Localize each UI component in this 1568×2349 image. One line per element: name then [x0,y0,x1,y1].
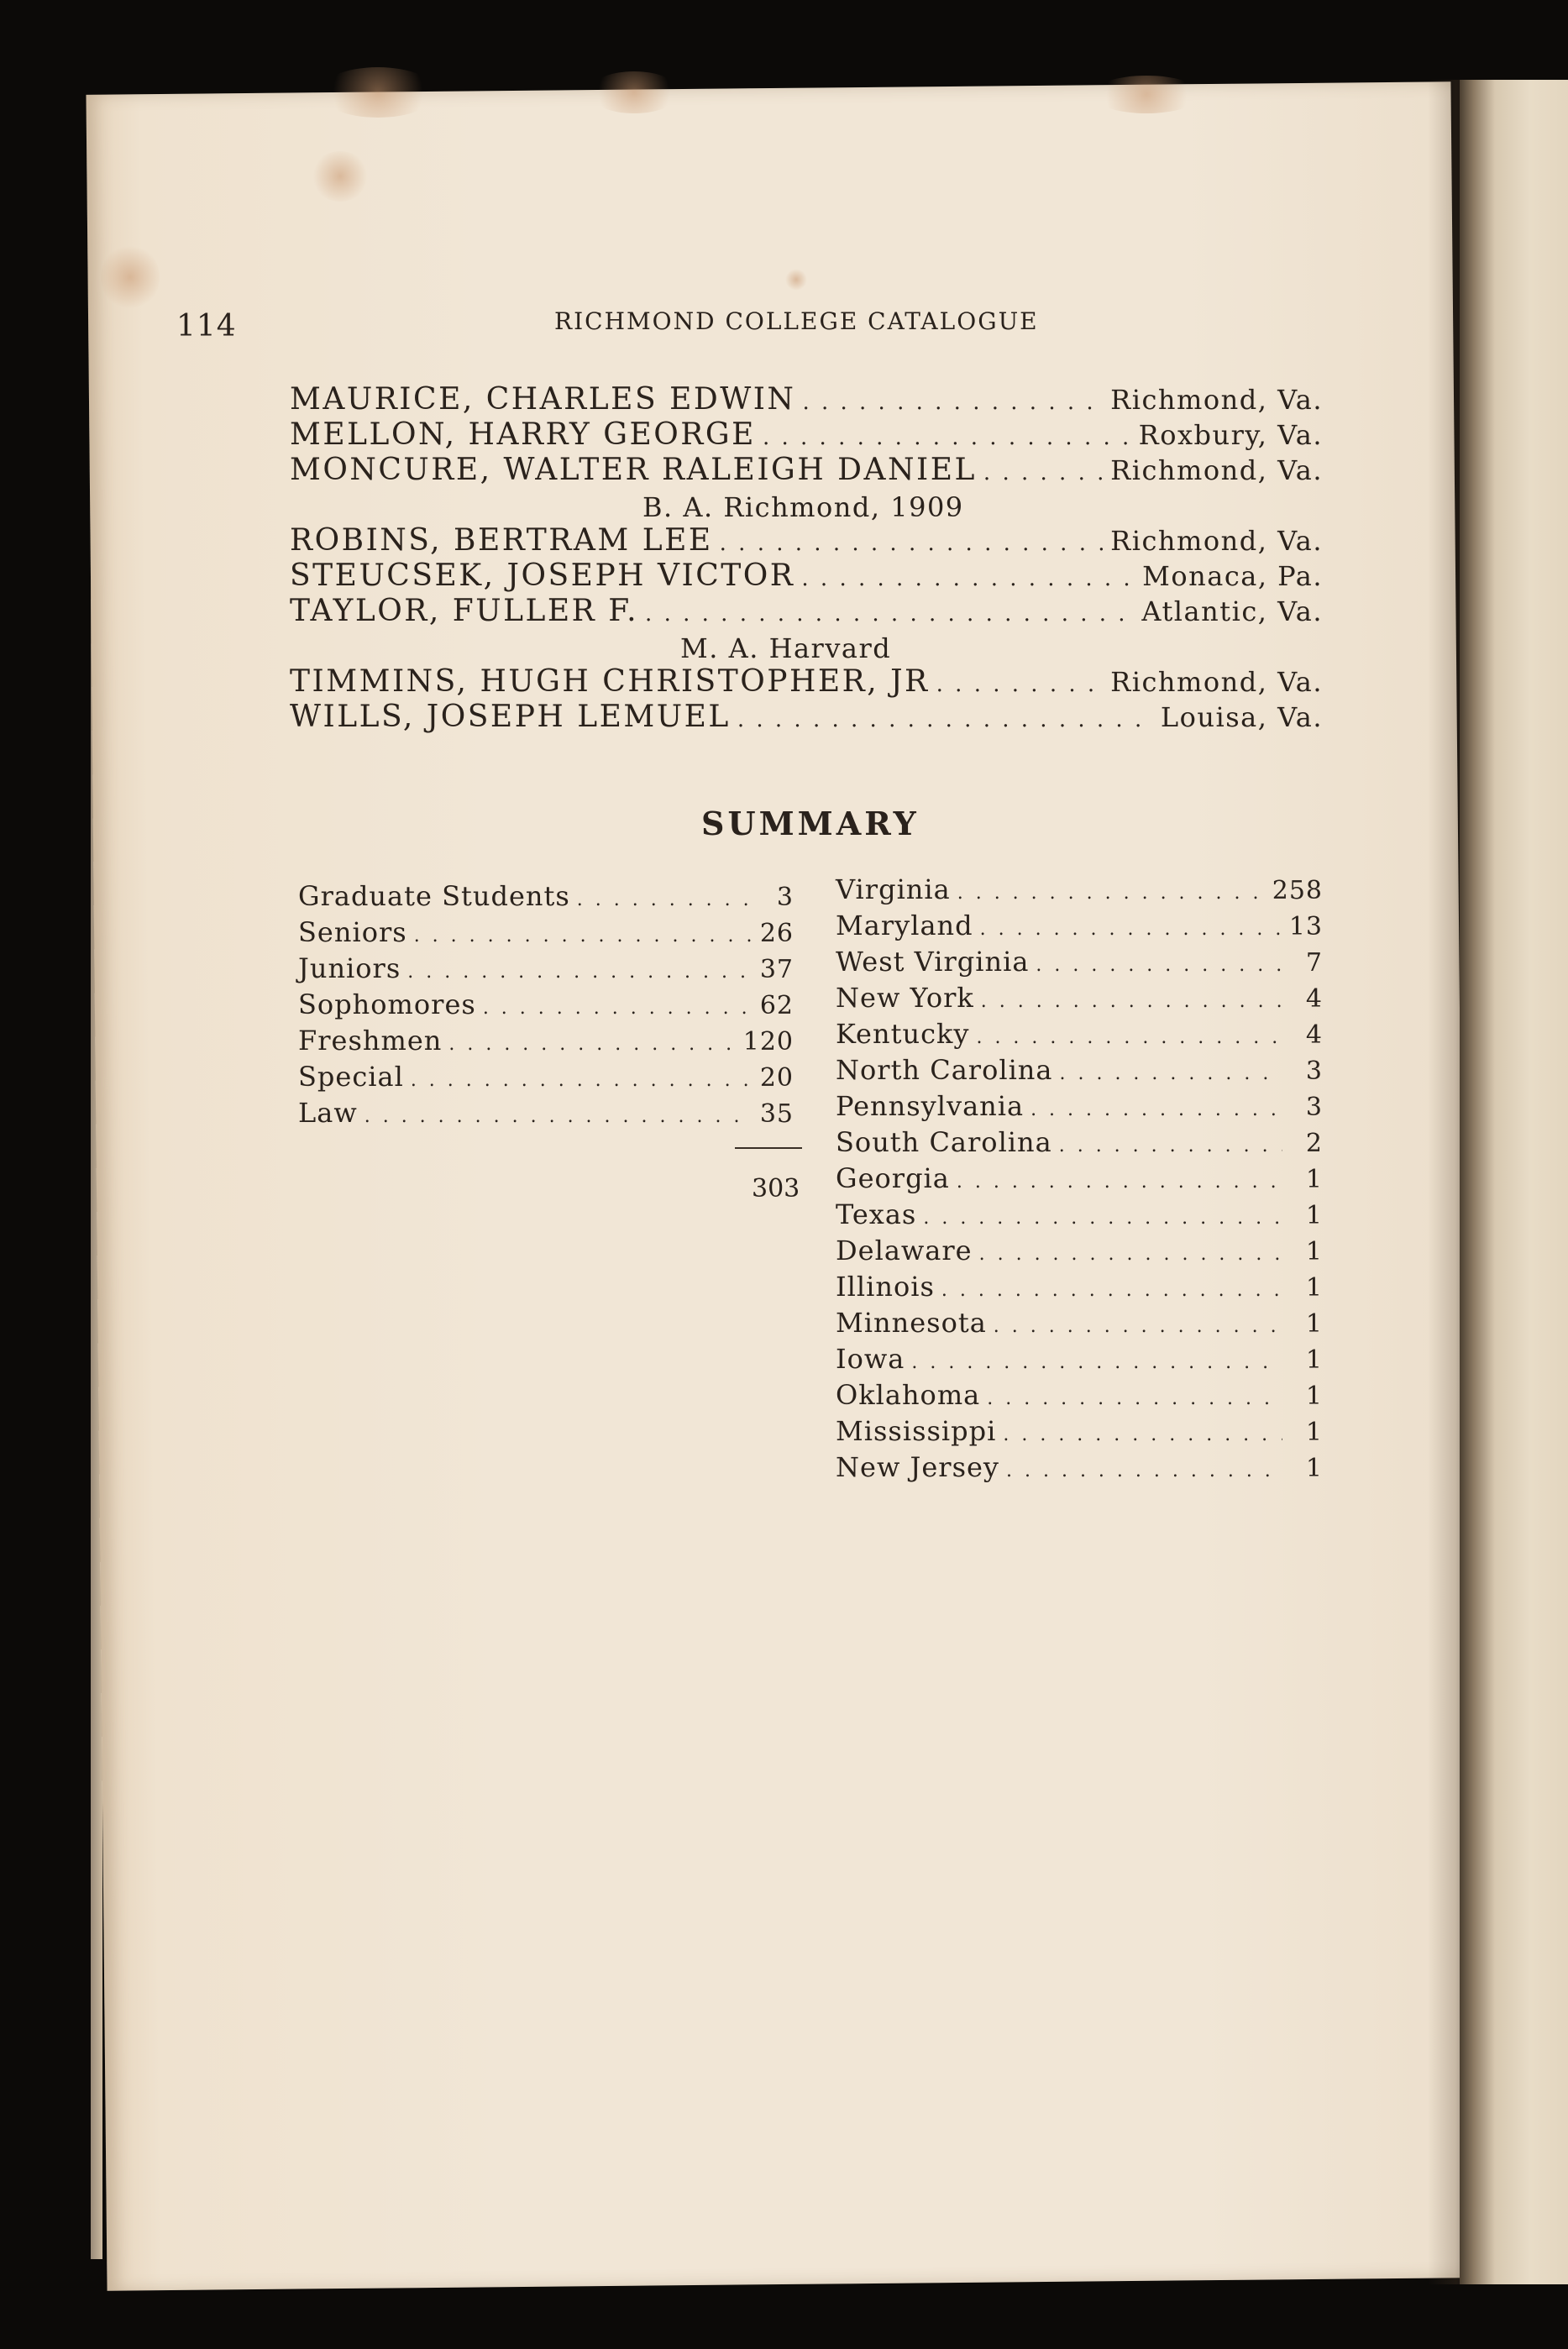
summary-heading: SUMMARY [701,805,920,842]
state-row-label: Kentucky [836,1018,970,1050]
class-row-label: Sophomores [298,988,476,1020]
state-row-count: 7 [1305,948,1323,978]
state-row-count: 1 [1305,1201,1323,1230]
roster-entry [290,453,1323,488]
dot-leader [737,707,1154,732]
dot-leader [448,1034,736,1055]
dot-leader [1030,1099,1282,1120]
adjacent-page-edge [1460,80,1568,2284]
dot-leader [1059,1135,1282,1156]
total-rule [735,1147,802,1149]
class-row [298,916,794,952]
state-row-count: 3 [1305,1057,1323,1086]
dot-leader [923,1208,1282,1229]
state-summary-table [836,873,1323,1487]
state-row-count: 1 [1305,1454,1323,1483]
class-summary-table [298,880,800,1203]
dot-leader [994,1316,1282,1337]
class-row-count: 37 [759,955,794,984]
state-row [836,1451,1323,1487]
class-row-label: Law [298,1097,358,1129]
state-row [836,873,1323,910]
student-name: TIMMINS, HUGH CHRISTOPHER, JR [290,664,930,699]
state-row [836,910,1323,946]
state-row [836,982,1323,1018]
state-row [836,1198,1323,1235]
roster-entry [290,523,1323,558]
dot-leader [983,460,1104,485]
dot-leader [645,601,1135,627]
state-row-label: Minnesota [836,1307,987,1339]
state-row [836,1343,1323,1379]
state-row-label: Virginia [836,873,951,905]
page-number: 114 [176,309,237,343]
class-row [298,880,794,916]
dot-leader [1059,1063,1282,1084]
roster-entry [290,417,1323,453]
state-row-label: South Carolina [836,1126,1052,1158]
state-row-count: 2 [1305,1129,1323,1158]
class-row [298,988,794,1025]
student-name: WILLS, JOSEPH LEMUEL [290,700,731,734]
dot-leader [976,1027,1282,1048]
class-row-count: 35 [759,1099,794,1129]
class-row-label: Seniors [298,916,407,948]
hometown: Richmond, Va. [1110,525,1323,557]
state-row [836,1054,1323,1090]
class-row-count: 120 [742,1027,794,1057]
state-row-label: New York [836,982,974,1014]
dot-leader [364,1106,753,1127]
dot-leader [911,1352,1282,1373]
state-row [836,1379,1323,1415]
state-row-label: New Jersey [836,1451,999,1483]
hometown: Richmond, Va. [1110,454,1323,486]
dot-leader [957,883,1266,904]
student-name: MONCURE, WALTER RALEIGH DANIEL [290,453,977,487]
class-row [298,952,794,988]
hometown: Roxbury, Va. [1138,419,1323,451]
state-row-label: North Carolina [836,1054,1053,1086]
state-row-count: 1 [1305,1382,1323,1411]
class-row-count: 26 [759,919,794,948]
state-row-count: 1 [1305,1273,1323,1303]
student-roster [290,382,1323,735]
dot-leader [979,1244,1282,1265]
state-row-label: Georgia [836,1162,950,1194]
hometown: Richmond, Va. [1110,666,1323,698]
class-row-label: Juniors [298,952,401,984]
dot-leader [801,566,1135,591]
hometown: Louisa, Va. [1160,701,1323,733]
dot-leader [414,925,753,946]
dot-leader [987,1388,1282,1409]
state-row-label: Delaware [836,1235,973,1266]
state-row-label: Iowa [836,1343,905,1375]
class-row-count: 62 [759,991,794,1020]
dot-leader [802,390,1104,415]
class-row [298,1097,794,1133]
degree-note [290,488,1323,523]
state-row [836,1018,1323,1054]
state-row-count: 3 [1305,1093,1323,1122]
hometown: Monaca, Pa. [1142,560,1323,592]
state-row [836,946,1323,982]
state-row-count: 1 [1305,1309,1323,1339]
state-row [836,1235,1323,1271]
state-row-count: 1 [1305,1418,1323,1447]
state-row-label: Pennsylvania [836,1090,1025,1122]
dot-leader [720,531,1104,556]
foxing-stain [319,67,437,118]
dot-leader [957,1172,1282,1193]
hometown: Atlantic, Va. [1141,595,1323,627]
state-row-label: West Virginia [836,946,1030,978]
class-row-count: 20 [759,1063,794,1093]
state-row [836,1307,1323,1343]
student-name: MAURICE, CHARLES EDWIN [290,382,796,417]
class-row [298,1025,794,1061]
class-row [298,1061,794,1097]
state-row-label: Texas [836,1198,917,1230]
dot-leader [1003,1424,1282,1445]
dot-leader [577,889,753,910]
roster-entry [290,382,1323,417]
class-row-label: Special [298,1061,404,1093]
student-name: ROBINS, BERTRAM LEE [290,523,713,558]
state-row-count: 4 [1305,1020,1323,1050]
running-header [176,302,1335,353]
dot-leader [407,962,753,983]
degree-text: B. A. Richmond, 1909 [642,491,964,523]
foxing-stain [588,71,680,113]
dot-leader [981,991,1282,1012]
dot-leader [763,425,1132,450]
student-name: TAYLOR, FULLER F. [290,594,639,628]
foxing-stain [1092,76,1201,113]
student-name: STEUCSEK, JOSEPH VICTOR [290,558,795,593]
state-row-count: 4 [1305,984,1323,1014]
state-row-label: Oklahoma [836,1379,981,1411]
dot-leader [1036,955,1282,976]
student-name: MELLON, HARRY GEORGE [290,417,756,452]
state-row [836,1415,1323,1451]
roster-entry [290,558,1323,594]
state-row-count: 1 [1305,1237,1323,1266]
state-row-count: 1 [1305,1345,1323,1375]
running-head-title: RICHMOND COLLEGE CATALOGUE [554,307,1039,335]
roster-entry [290,700,1323,735]
state-row [836,1271,1323,1307]
class-row-label: Freshmen [298,1025,443,1057]
state-row-count: 258 [1272,876,1323,905]
dot-leader [411,1070,753,1091]
dot-leader [936,672,1104,697]
dot-leader [483,998,753,1019]
degree-note [290,629,1323,664]
dot-leader [941,1280,1282,1301]
degree-text: M. A. Harvard [680,632,892,664]
class-row-label: Graduate Students [298,880,570,912]
state-row-label: Illinois [836,1271,935,1303]
foxing-stain [311,151,370,202]
total-students: 303 [752,1174,800,1203]
dot-leader [980,919,1282,940]
foxing-stain [101,244,160,311]
dot-leader [1006,1460,1282,1481]
state-row-count: 13 [1288,912,1323,941]
state-row [836,1162,1323,1198]
roster-entry [290,664,1323,700]
class-row-count: 3 [776,883,794,912]
foxing-stain [785,269,807,291]
roster-entry [290,594,1323,629]
state-row-label: Maryland [836,910,973,941]
state-row [836,1090,1323,1126]
state-row-count: 1 [1305,1165,1323,1194]
hometown: Richmond, Va. [1110,384,1323,416]
state-row [836,1126,1323,1162]
state-row-label: Mississippi [836,1415,997,1447]
